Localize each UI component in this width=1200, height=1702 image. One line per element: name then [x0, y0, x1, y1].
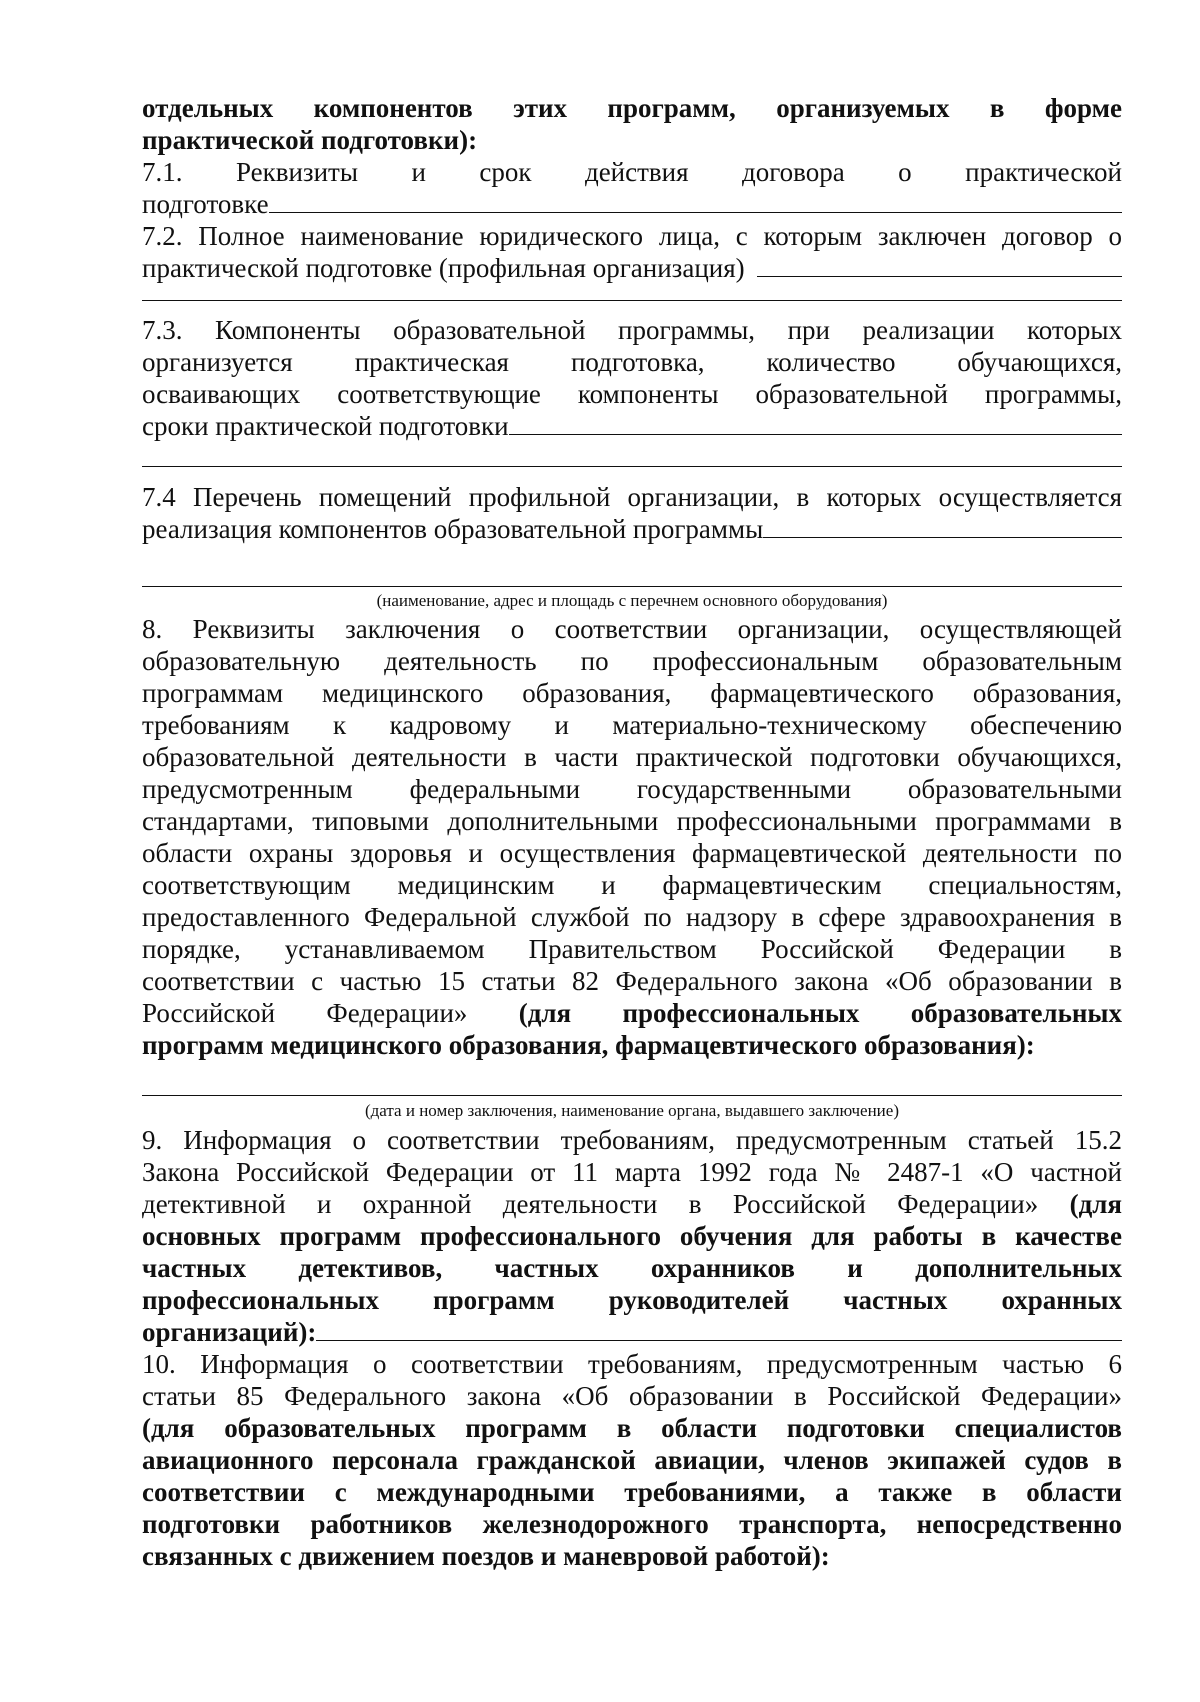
item-7-3-line-3: осваивающих соответствующие компоненты образовательной программы, — [142, 379, 1122, 409]
item-7-3-line-1: 7.3. Компоненты образовательной программы, при реализации которых — [142, 315, 1122, 345]
item-8-line-12: соответствии с частью 15 статьи 82 Федерального закона «Об образовании в — [142, 966, 1122, 996]
item-8-line-9: соответствующим медицинским и фармацевтическим специальностям, — [142, 870, 1122, 900]
practical-training-blank — [509, 410, 1122, 435]
item-7-3-line-2: организуется практическая подготовка, количество обучающихся, — [142, 347, 1122, 377]
item-9-line-1: 9. Информация о соответствии требованиям, предусмотренным статьей 15.2 — [142, 1125, 1122, 1155]
agreement-details-blank — [269, 188, 1122, 213]
item-10-line-7: связанных с движением поездов и маневровой работой): — [142, 1541, 830, 1571]
item-8-line-13-normal: Российской Федерации» — [142, 998, 468, 1028]
item-7-4-caption: (наименование, адрес и площадь с перечнем основного оборудования) — [376, 591, 888, 610]
item-7-3-field — [142, 409, 1122, 443]
profile-organization-blank-2 — [142, 300, 1122, 301]
item-9-line-3-normal: детективной и охранной деятельности в Российской Федерации» — [142, 1189, 1039, 1219]
item-7-2-line-1: 7.2. Полное наименование юридического лица, с которым заключен договор о — [142, 221, 1122, 251]
item-7-1-line-2: подготовке — [142, 189, 269, 219]
item-9-line-2: Закона Российской Федерации от 11 марта 1992 года № 2487-1 «О частной — [142, 1157, 1122, 1187]
profile-organization-blank — [757, 252, 1122, 277]
conclusion-details-blank — [142, 1095, 1122, 1096]
item-10-line-5: соответствии с международными требованиями, а также в области — [142, 1477, 1122, 1507]
premises-list-blank — [763, 513, 1122, 538]
item-7-2-line-2: практической подготовке (профильная организация) — [142, 253, 745, 283]
item-8-caption: (дата и номер заключения, наименование органа, выдавшего заключение) — [365, 1101, 899, 1120]
item-9-field — [142, 1315, 1122, 1349]
item-8-line-7: стандартами, типовыми дополнительными профессиональными программами в — [142, 806, 1122, 836]
item-9-line-6: профессиональных программ руководителей частных охранных — [142, 1285, 1122, 1315]
item-9-line-4: основных программ профессионального обучения для работы в качестве — [142, 1221, 1122, 1251]
item-8-line-6: предусмотренным федеральными государственными образовательными — [142, 774, 1122, 804]
item-7-1-field — [142, 187, 1122, 221]
item-8-line-14: программ медицинского образования, фармацевтического образования): — [142, 1030, 1035, 1060]
item-9-line-3 — [142, 1187, 1122, 1221]
item-7-1-line-1: 7.1. Реквизиты и срок действия договора о практической — [142, 157, 1122, 187]
item-10-line-3: (для образовательных программ в области подготовки специалистов — [142, 1413, 1122, 1443]
item-9-line-3-bold: (для — [1069, 1189, 1122, 1219]
detective-security-info-blank — [316, 1316, 1122, 1341]
item-8-line-10: предоставленного Федеральной службой по надзору в сфере здравоохранения в — [142, 902, 1122, 932]
item-9-line-7: организаций): — [142, 1317, 317, 1347]
item-7-4-line-1: 7.4 Перечень помещений профильной организации, в которых осуществляется — [142, 482, 1122, 512]
item-10-line-6: подготовки работников железнодорожного транспорта, непосредственно — [142, 1509, 1122, 1539]
item-8-line-13-bold: (для профессиональных образовательных — [518, 998, 1122, 1028]
item-8-line-5: образовательной деятельности в части практической подготовки обучающихся, — [142, 742, 1122, 772]
premises-list-blank-2 — [142, 586, 1122, 587]
item-10-line-1: 10. Информация о соответствии требованиям, предусмотренным частью 6 — [142, 1349, 1122, 1379]
item-7-4-field — [142, 512, 1122, 546]
item-8-line-1: 8. Реквизиты заключения о соответствии организации, осуществляющей — [142, 614, 1122, 644]
practical-training-blank-2 — [142, 466, 1122, 467]
item-9-line-5: частных детективов, частных охранников и дополнительных — [142, 1253, 1122, 1283]
item-8-line-13 — [142, 996, 1122, 1030]
item-8-line-4: требованиям к кадровому и материально-техническому обеспечению — [142, 710, 1122, 740]
item-7-4-line-2: реализация компонентов образовательной программы — [142, 514, 764, 544]
item-7-3-line-4: сроки практической подготовки — [142, 411, 509, 441]
item-7-2-field — [142, 251, 1122, 285]
item-8-line-11: порядке, устанавливаемом Правительством Российской Федерации в — [142, 934, 1122, 964]
item-10-line-4: авиационного персонала гражданской авиации, членов экипажей судов в — [142, 1445, 1122, 1475]
item-10-line-2: статьи 85 Федерального закона «Об образовании в Российской Федерации» — [142, 1381, 1122, 1411]
item-8-line-2: образовательную деятельность по профессиональным образовательным — [142, 646, 1122, 676]
item-8-line-8: области охраны здоровья и осуществления фармацевтической деятельности по — [142, 838, 1122, 868]
section-7-intro-line-1: отдельных компонентов этих программ, организуемых в форме — [142, 93, 1122, 123]
section-7-intro-line-2: практической подготовки): — [142, 125, 478, 155]
item-8-line-3: программам медицинского образования, фармацевтического образования, — [142, 678, 1122, 708]
